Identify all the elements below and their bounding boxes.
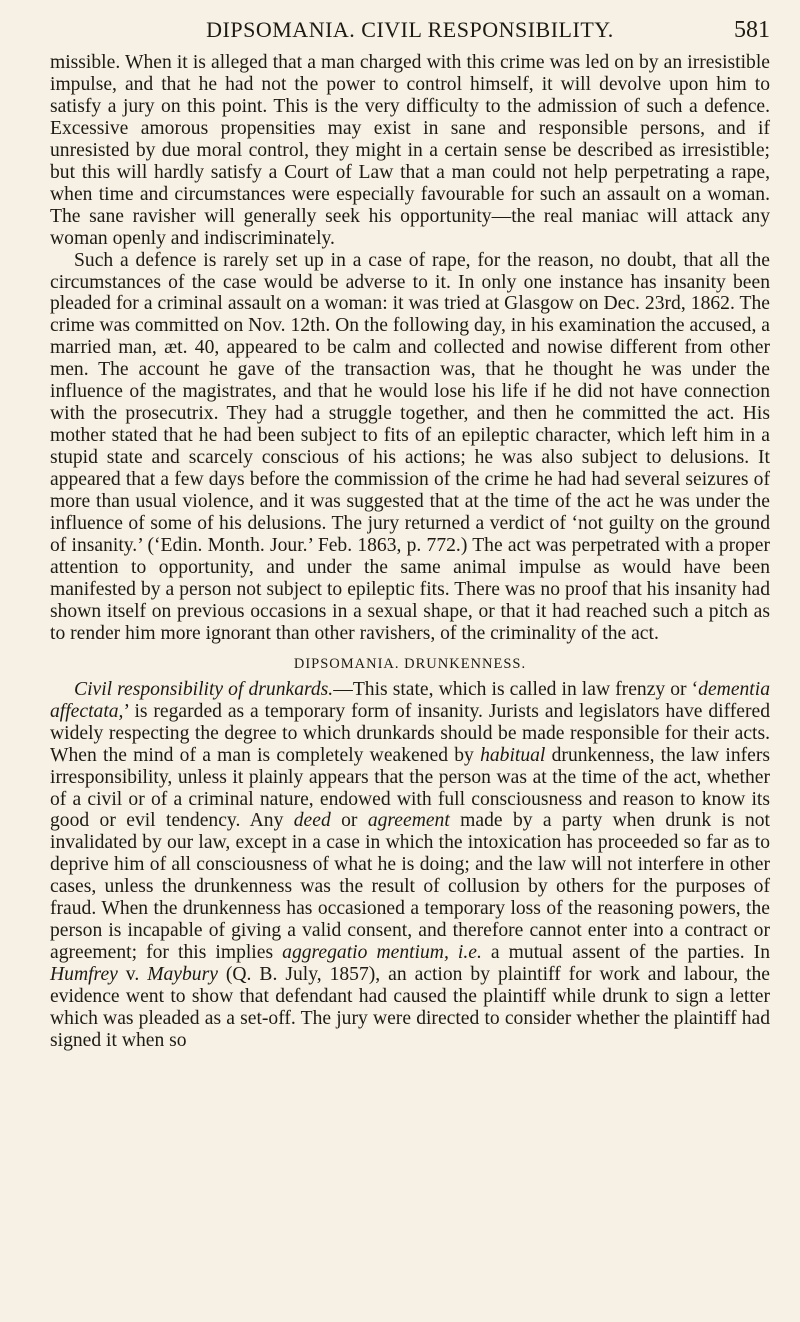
paragraph-glasgow-case: Such a defence is rarely set up in a case of rape, for the reason, no doubt, that all the circumstances of the case would be adverse to it. In only one instance has insanity been pleaded for a criminal assault on a woman: it was tried at Glasgow on Dec. 23rd, 1862. The crime was committed on Nov. 12th. On the following day, in his examination the accused, a married man, æt. 40, appeared to be calm and collected and nowise different from other men. The account he gave of the transaction was, that he thought he was under the influence of the magistrates, and that he would lose his life if he did not have connection with the prosecutrix. They had a struggle together, and then he committed the act. His mother stated that he had been subject to fits of an epileptic character, which left him in a stupid state and scarcely conscious of his actions; he was also subject to delusions. It appeared that a few days before the commission of the crime he had had several seizures of more than usual violence, and it was suggested that at the time of the act he was under the influence of some of his delusions. The jury returned a verdict of ‘not guilty on the ground of insanity.’ (‘Edin. Month. Jour.’ Feb. 1863, p. 772.) The act was perpetrated with a proper attention to opportunity, and under the same animal impulse as would have been manifested by a person not subject to epileptic fits. There was no proof that his insanity had shown itself on previous occasions in a sexual shape, or that it had reached such a pitch as to render him more ignorant than other ravishers, of the criminality of the act.	[50, 249, 770, 644]
emphasis-term: deed	[293, 810, 331, 832]
case-party: Maybury	[147, 964, 218, 986]
body-text	[50, 52, 770, 1052]
section-heading: DIPSOMANIA. DRUNKENNESS.	[293, 655, 527, 672]
text-run: drunkenness, the law infers irresponsibility, unless it plainly appears that the person was at the time of the act, whether of a civil or of a criminal nature, endowed with full consciousness and reason to know its good or evil tendency. Any	[50, 744, 770, 832]
text-run: a mutual assent of the parties. In	[481, 942, 770, 964]
text-run: ’ is regarded as a temporary form of insanity. Jurists and legislators have differed widely respecting the degree to which drunkards should be made responsible for their acts. When the mind of a man is completely weakened by	[50, 700, 770, 766]
text-run: made by a party when drunk is not invalidated by our law, except in a case in which the intoxication has proceeded so far as to deprive him of all consciousness of what he is doing; and the law will not interfere in other cases, unless the drunkenness was the result of collusion by others for the purposes of fraud. When the drunkenness has occasioned a temporary loss of the reasoning powers, the person is incapable of giving a valid consent, and therefore cannot enter into a contract or agreement; for this implies	[50, 810, 770, 964]
emphasis-term: agreement	[367, 810, 450, 832]
paragraph-civil-responsibility	[50, 679, 770, 1052]
latin-term: dementia affectata,	[50, 678, 770, 722]
emphasis-term: habitual	[480, 744, 546, 766]
latin-term: aggregatio mentium, i.e.	[282, 942, 482, 964]
text-run: —This state, which is called in law frenzy or ‘	[333, 678, 699, 700]
section-subhead: Civil responsibility of drunkards.	[74, 678, 334, 700]
case-party: Humfrey	[50, 964, 118, 986]
text-run: (Q. B. July, 1857), an action by plaintiff for work and labour, the evidence went to show that defendant had caused the plaintiff while drunk to sign a letter which was pleaded as a set-off. The jury were directed to consider whether the plaintiff had signed it when so	[50, 964, 770, 1051]
page-number: 581	[734, 17, 770, 43]
text-run: or	[330, 810, 368, 832]
text-run: v.	[117, 964, 148, 986]
running-title: DIPSOMANIA. CIVIL RESPONSIBILITY.	[206, 17, 614, 42]
running-head	[50, 12, 770, 48]
paragraph-continued: missible. When it is alleged that a man charged with this crime was led on by an irresistible impulse, and that he had not the power to control himself, it will devolve upon him to satisfy a jury on this point. This is the very difficulty to the admission of such a defence. Excessive amorous propensities may exist in sane and responsible persons, and if unresisted by due moral control, they might in a certain sense be described as irresistible; but this will hardly satisfy a Court of Law that a man could not help perpetrating a rape, when time and circumstances were especially favourable for such an assault on a woman. The sane ravisher will generally seek his opportunity—the real maniac will attack any woman openly and indiscriminately.	[50, 52, 770, 249]
